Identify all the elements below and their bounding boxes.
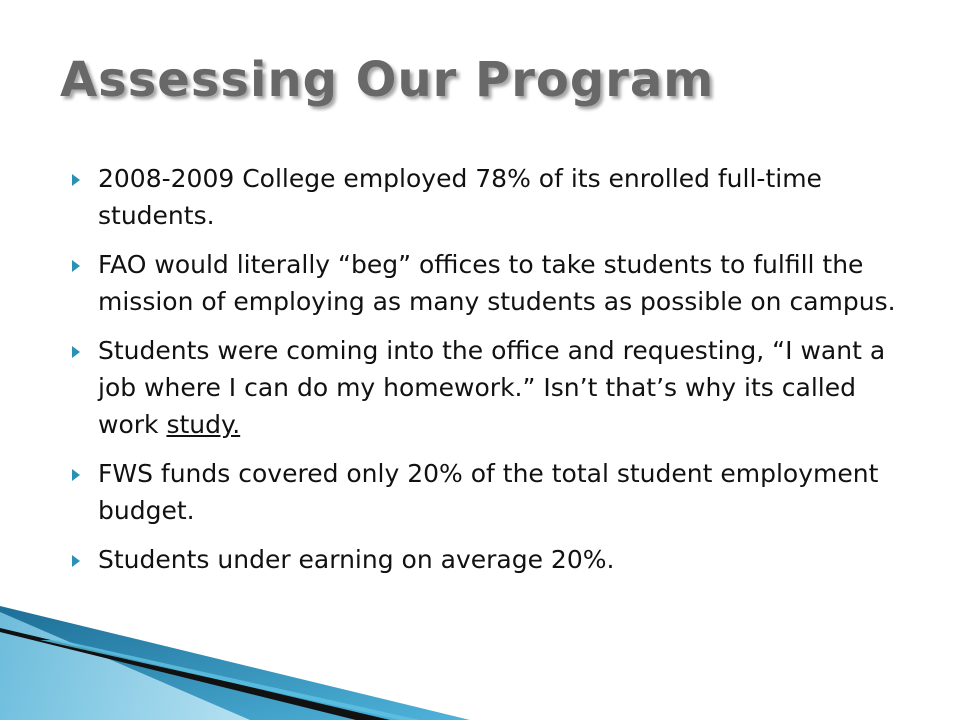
bullet-list (70, 160, 900, 590)
triangle-right-icon (72, 555, 80, 567)
bullet-item (70, 541, 900, 578)
bullet-text: Students were coming into the office and requesting, “I want a job where I can do my homework.” Isn’t that’s why its called work (98, 336, 886, 439)
slide-title: Assessing Our Program (60, 52, 715, 108)
bullet-item (70, 455, 900, 529)
triangle-right-icon (72, 469, 80, 481)
underlined-word: study. (166, 410, 241, 439)
bullet-text: FWS funds covered only 20% of the total student employment budget. (98, 459, 879, 525)
triangle-right-icon (72, 260, 80, 272)
bullet-text: 2008-2009 College employed 78% of its enrolled full-time students. (98, 164, 822, 230)
bullet-item (70, 246, 900, 320)
triangle-right-icon (72, 346, 80, 358)
bullet-text: FAO would literally “beg” offices to take students to fulfill the mission of employing as many students as possible on campus. (98, 250, 896, 316)
triangle-right-icon (72, 174, 80, 186)
bullet-item (70, 160, 900, 234)
bullet-item (70, 332, 900, 443)
bullet-text: Students under earning on average 20%. (98, 545, 615, 574)
